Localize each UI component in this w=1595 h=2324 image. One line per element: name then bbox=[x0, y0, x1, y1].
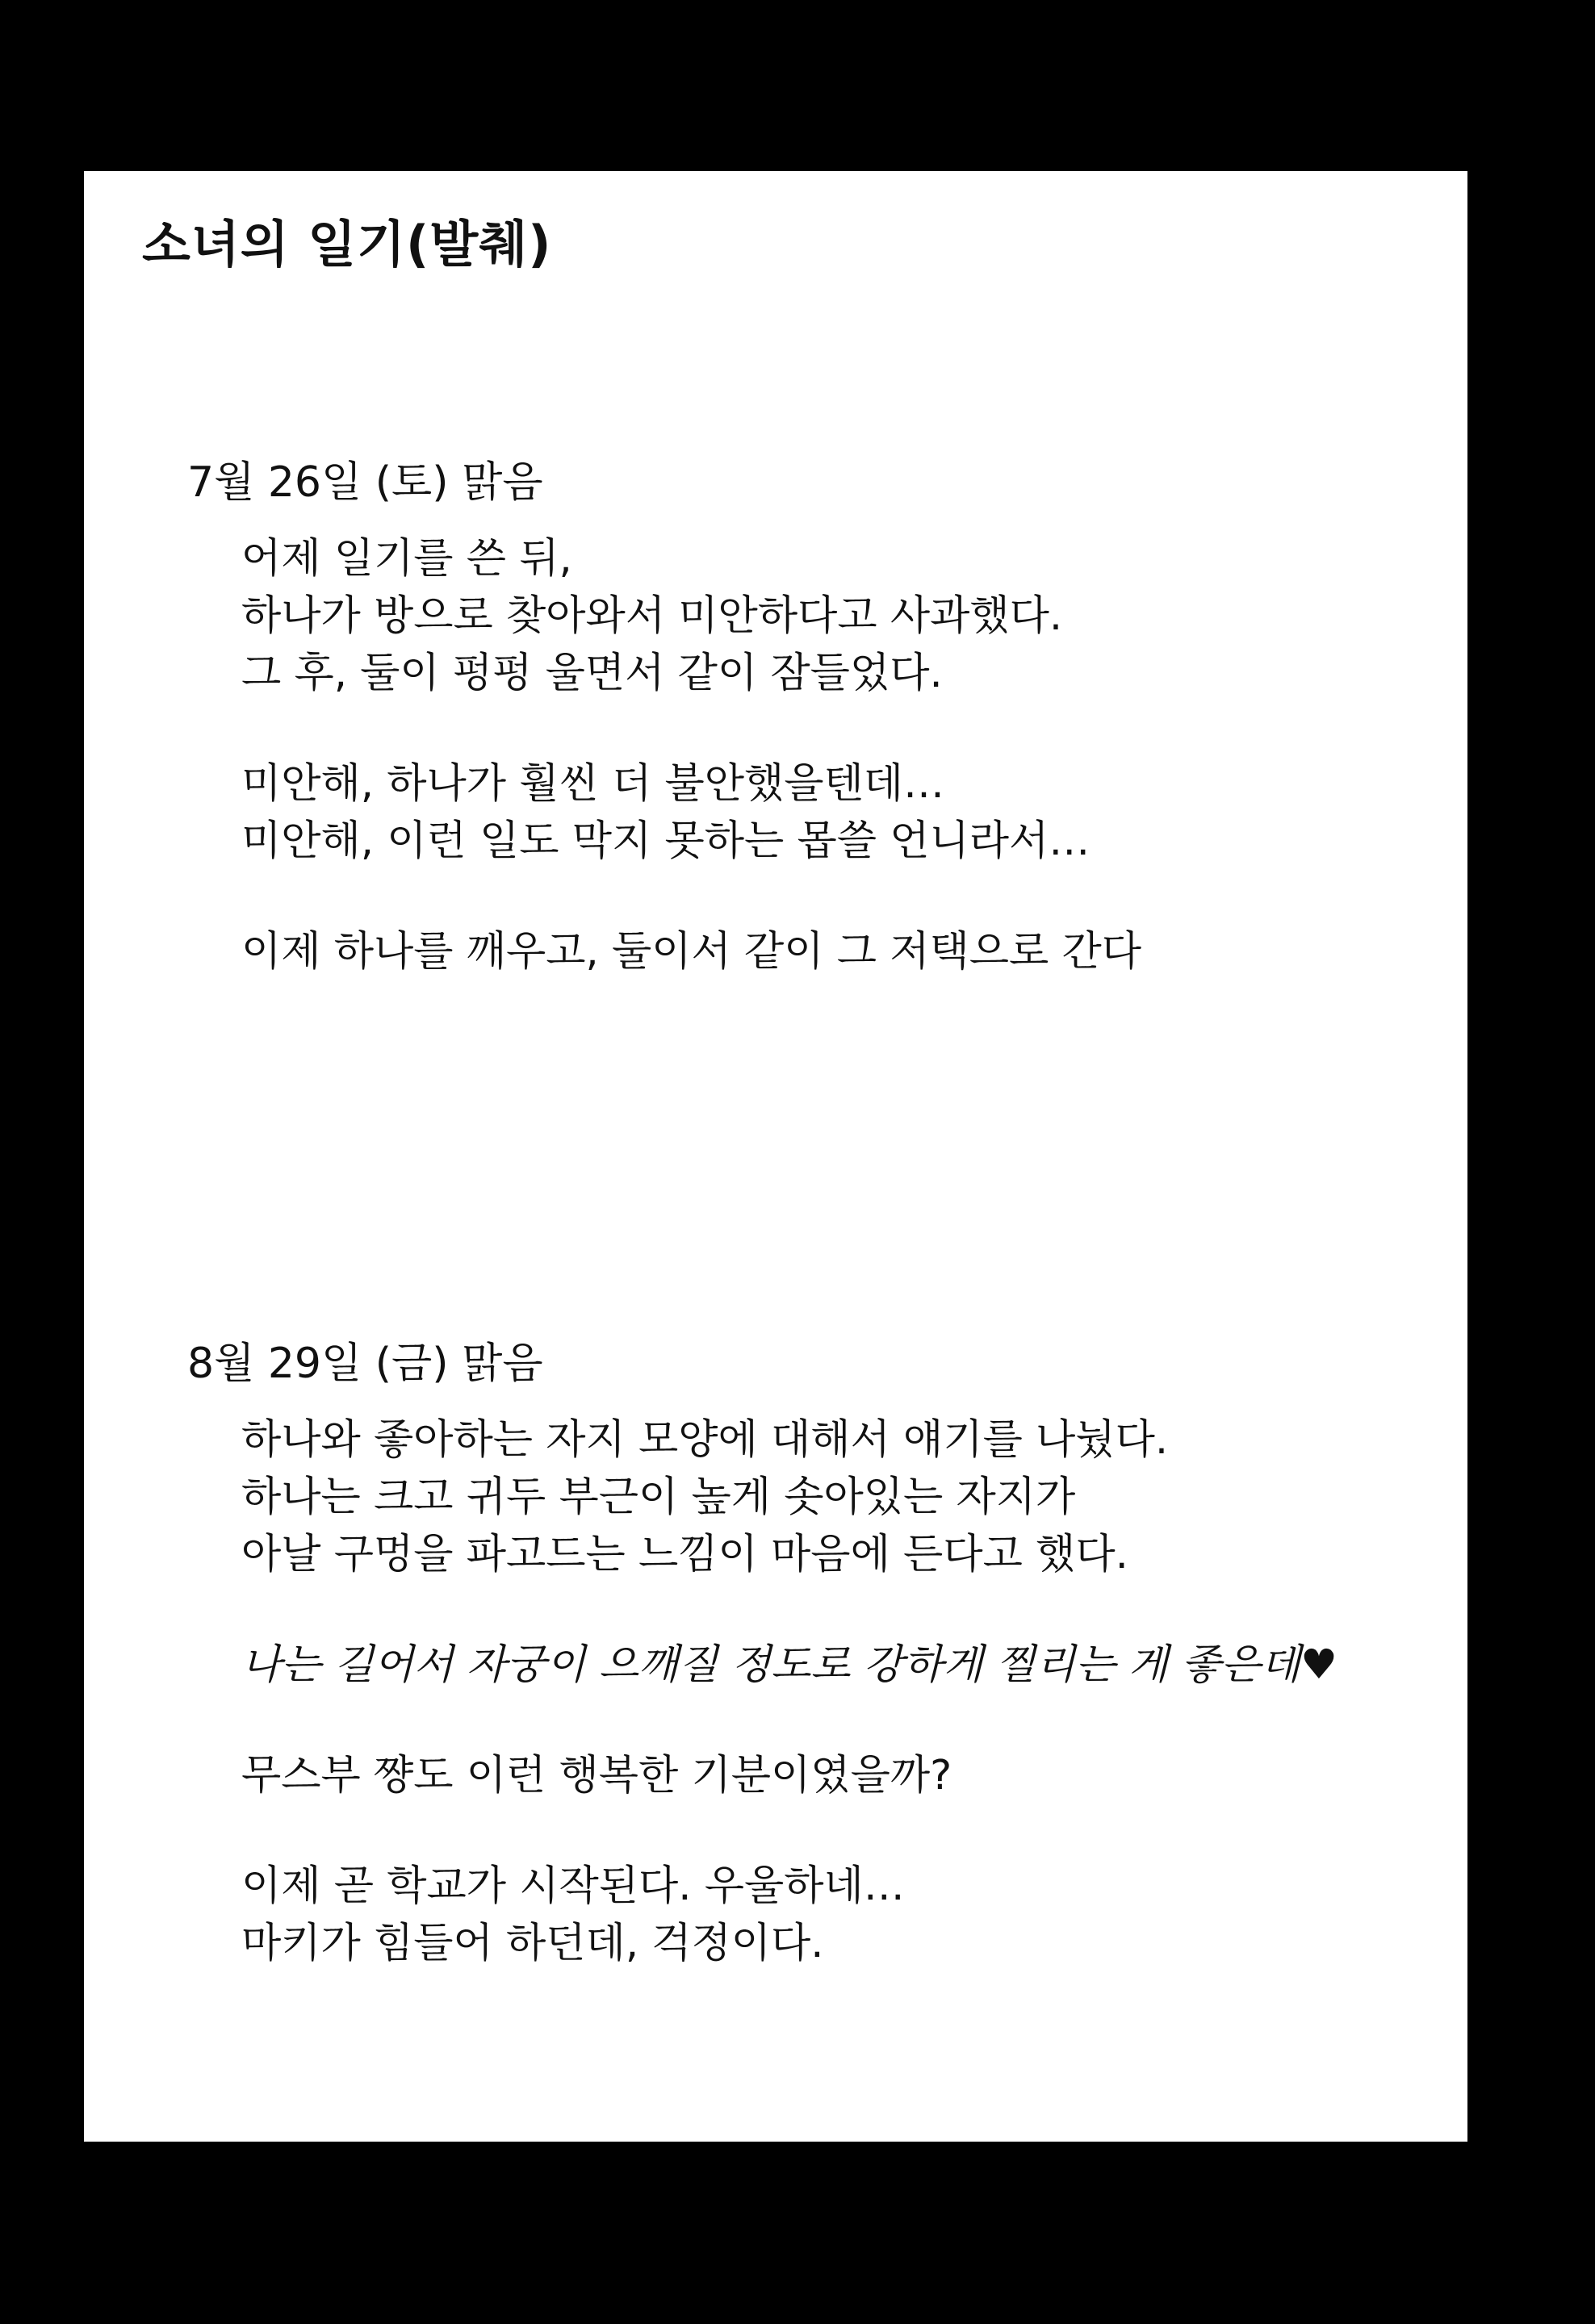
entry-paragraph bbox=[241, 1747, 1398, 1804]
entry-date: 7월 26일 (토) 맑음 bbox=[187, 458, 543, 507]
text-line: 미안해, 이런 일도 막지 못하는 몹쓸 언니라서… bbox=[241, 817, 1091, 866]
page-title: 소녀의 일기(발췌) bbox=[142, 215, 552, 274]
entry-paragraph-italic bbox=[241, 1636, 1398, 1694]
entry-paragraph bbox=[241, 1411, 1398, 1583]
entry-body bbox=[241, 1411, 1398, 1972]
entry-paragraph bbox=[241, 530, 1398, 702]
text-line: 이제 하나를 깨우고, 둘이서 같이 그 저택으로 간다 bbox=[241, 928, 1142, 976]
diary-entry-august-29 bbox=[187, 1339, 1398, 1972]
text-line: 하나와 좋아하는 자지 모양에 대해서 얘기를 나눴다. bbox=[241, 1416, 1169, 1465]
entry-paragraph bbox=[241, 923, 1398, 980]
text-line: 그 후, 둘이 펑펑 울면서 같이 잠들었다. bbox=[241, 650, 943, 698]
text-line: 미안해, 하나가 훨씬 더 불안했을텐데… bbox=[241, 760, 945, 809]
text-line: 나는 길어서 자궁이 으깨질 정도로 강하게 찔리는 게 좋은데♥ bbox=[241, 1641, 1338, 1690]
text-line: 이제 곧 학교가 시작된다. 우울하네… bbox=[241, 1862, 905, 1911]
text-line: 어제 일기를 쓴 뒤, bbox=[241, 535, 572, 583]
entry-paragraph bbox=[241, 755, 1398, 870]
text-line: 아날 구멍을 파고드는 느낌이 마음에 든다고 했다. bbox=[241, 1531, 1128, 1579]
entry-body bbox=[241, 530, 1398, 980]
text-line: 마키가 힘들어 하던데, 걱정이다. bbox=[241, 1920, 824, 1968]
document-page bbox=[84, 171, 1467, 2142]
diary-entry-july-26 bbox=[187, 458, 1398, 980]
entry-paragraph bbox=[241, 1858, 1398, 1972]
text-line: 무스부 쨩도 이런 행복한 기분이였을까? bbox=[241, 1752, 952, 1800]
text-line: 하나가 방으로 찾아와서 미안하다고 사과했다. bbox=[241, 592, 1063, 641]
entry-date: 8월 29일 (금) 맑음 bbox=[187, 1340, 543, 1388]
text-line: 하나는 크고 귀두 부근이 높게 솟아있는 자지가 bbox=[241, 1473, 1076, 1522]
